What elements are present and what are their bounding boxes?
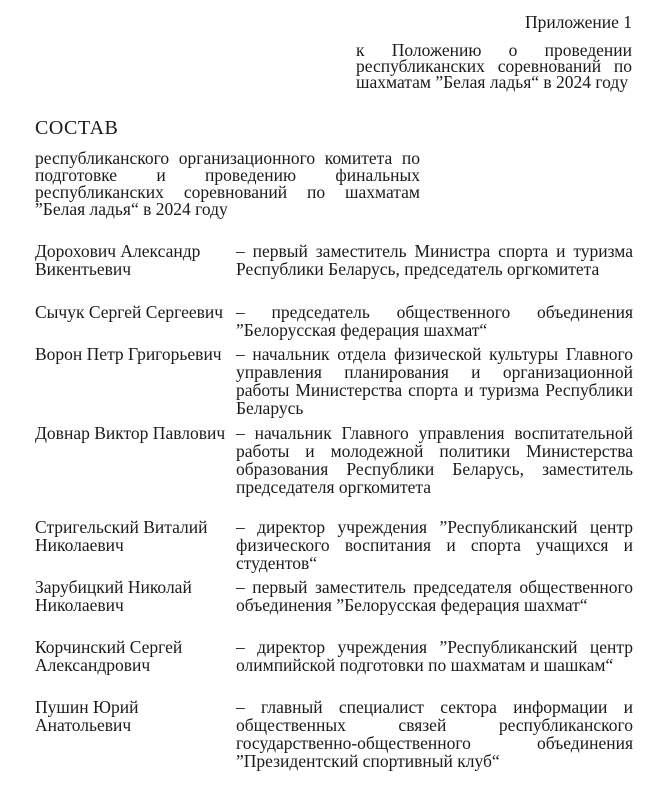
member-name: Ворон Петр Григорьевич <box>35 344 222 364</box>
member-row <box>35 518 633 578</box>
member-role: – главный специалист сектора информации и общественных связей республиканского государственно-общественного объединения ”Президентский спортивный клуб“ <box>236 697 633 771</box>
member-name: Довнар Виктор Павлович <box>35 423 226 443</box>
member-name: Зарубицкий Николай Николаевич <box>35 577 192 615</box>
member-name: Пушин Юрий Анатольевич <box>35 697 139 735</box>
member-row <box>35 424 633 518</box>
member-row <box>35 242 633 303</box>
member-row <box>35 698 633 778</box>
member-role: – директор учреждения ”Республиканский центр олимпийской подготовки по шахматам и шашкам“ <box>236 637 633 675</box>
member-role: – первый заместитель председателя общественного объединения ”Белорусская федерация шахмат“ <box>236 577 633 615</box>
member-row <box>35 345 633 424</box>
member-name: Корчинский Сергей Александрович <box>35 637 183 675</box>
document-subtitle: республиканского организационного комитета по подготовке и проведению финальных республиканских соревнований по шахматам ”Белая ладья“ в 2024 году <box>35 148 420 219</box>
member-role: – начальник отдела физической культуры Главного управления планирования и организационной работы Министерства спорта и туризма Республики Беларусь <box>236 344 633 418</box>
annex-title: Приложение 1 <box>524 12 632 32</box>
member-name: Сычук Сергей Сергеевич <box>35 302 224 322</box>
member-name: Дорохович Александр Викентьевич <box>35 241 201 279</box>
member-row <box>35 303 633 345</box>
member-name: Стригельский Виталий Николаевич <box>35 517 208 555</box>
member-role: – председатель общественного объединения ”Белорусская федерация шахмат“ <box>236 302 633 340</box>
member-row <box>35 578 633 638</box>
member-role: – директор учреждения ”Республиканский центр физического воспитания и спорта учащихся и студентов“ <box>236 517 633 573</box>
member-row <box>35 638 633 698</box>
document-heading: СОСТАВ <box>35 117 119 139</box>
committee-member-list <box>35 242 633 778</box>
member-role: – первый заместитель Министра спорта и туризма Республики Беларусь, председатель оргкомитета <box>236 241 633 279</box>
member-role: – начальник Главного управления воспитательной работы и молодежной политики Министерства образования Республики Беларусь, заместитель председателя оргкомитета <box>236 423 633 497</box>
annex-description: к Положению о проведении республиканских соревнований по шахматам ”Белая ладья“ в 2024 году <box>356 40 632 92</box>
